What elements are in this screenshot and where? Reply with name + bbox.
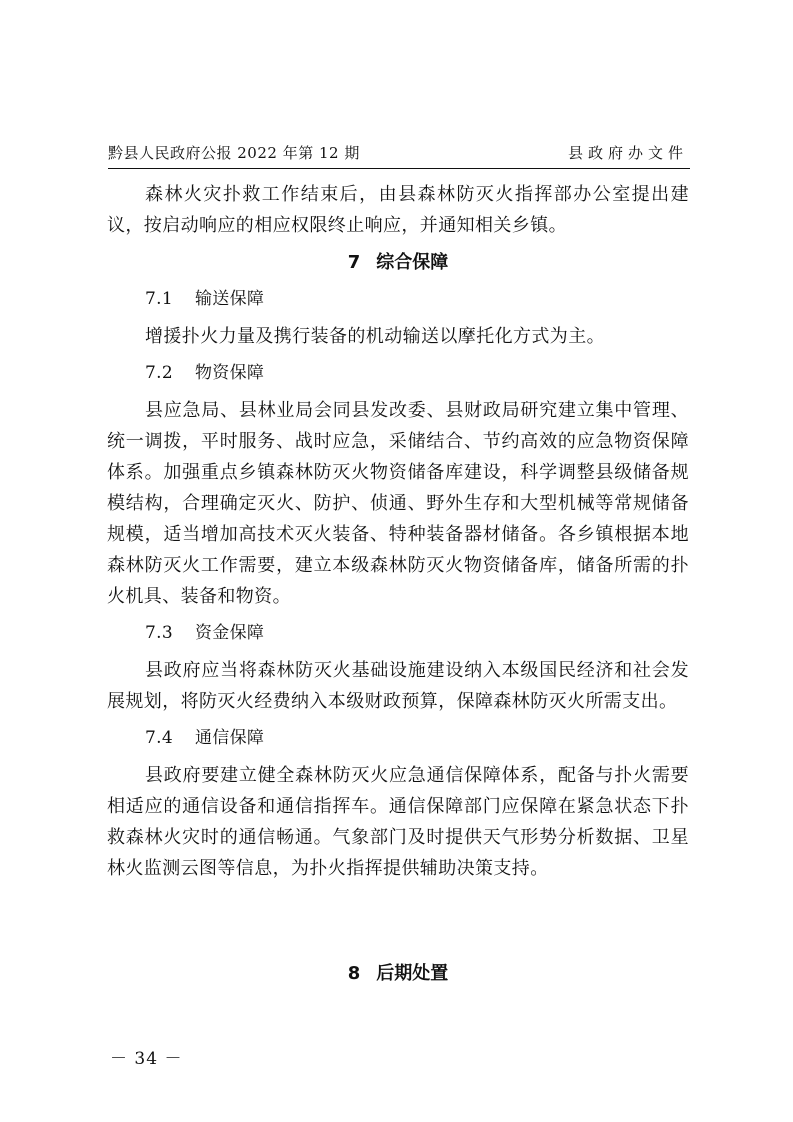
section-heading-8 [107,958,689,995]
subsection-heading-7-1 [107,284,689,321]
subsection-heading-7-4 [107,723,689,760]
page-header [108,142,688,166]
header-divider [108,168,690,169]
subsection-number: 7.4 [145,728,173,748]
subsection-title: 物资保障 [195,363,265,383]
section-title: 后期处置 [376,963,449,984]
section-label: 县政府办文件 [567,144,688,162]
section-number: 8 [347,963,361,984]
bulletin-issue-label: 黔县人民政府公报 2022 年第 12 期 [108,144,360,162]
subsection-heading-7-3 [107,618,689,655]
subsection-title: 资金保障 [195,623,265,643]
paragraph-7-3: 县政府应当将森林防灭火基础设施建设纳入本级国民经济和社会发展规划，将防灭火经费纳入本级财政预算，保障森林防灭火所需支出。 [107,660,689,712]
subsection-heading-7-2 [107,358,689,395]
page-number: － 34 － [110,1049,183,1069]
subsection-title: 通信保障 [195,728,265,748]
subsection-number: 7.2 [145,363,173,383]
document-body [107,179,689,890]
subsection-number: 7.3 [145,623,173,643]
paragraph-7-2: 县应急局、县林业局会同县发改委、县财政局研究建立集中管理、统一调拨，平时服务、战时应急，采储结合、节约高效的应急物资保障体系。加强重点乡镇森林防灭火物资储备库建设，科学调整县级储备规模结构，合理确定灭火、防护、侦通、野外生存和大型机械等常规储备规模，适当增加高技术灭火装备、特种装备器材储备。各乡镇根据本地森林防灭火工作需要，建立本级森林防灭火物资储备库，储备所需的扑火机具、装备和物资。 [107,400,689,607]
paragraph-7-1: 增援扑火力量及携行装备的机动输送以摩托化方式为主。 [145,326,605,347]
subsection-title: 输送保障 [195,289,265,309]
section-number: 7 [347,252,361,273]
section-title: 综合保障 [376,252,449,273]
paragraph-7-4: 县政府要建立健全森林防灭火应急通信保障体系，配备与扑火需要相适应的通信设备和通信指挥车。通信保障部门应保障在紧急状态下扑救森林火灾时的通信畅通。气象部门及时提供天气形势分析数据、卫星林火监测云图等信息，为扑火指挥提供辅助决策支持。 [107,765,689,879]
section-heading-7 [107,247,689,284]
paragraph-intro: 森林火灾扑救工作结束后，由县森林防灭火指挥部办公室提出建议，按启动响应的相应权限终止响应，并通知相关乡镇。 [107,184,689,236]
subsection-number: 7.1 [145,289,173,309]
